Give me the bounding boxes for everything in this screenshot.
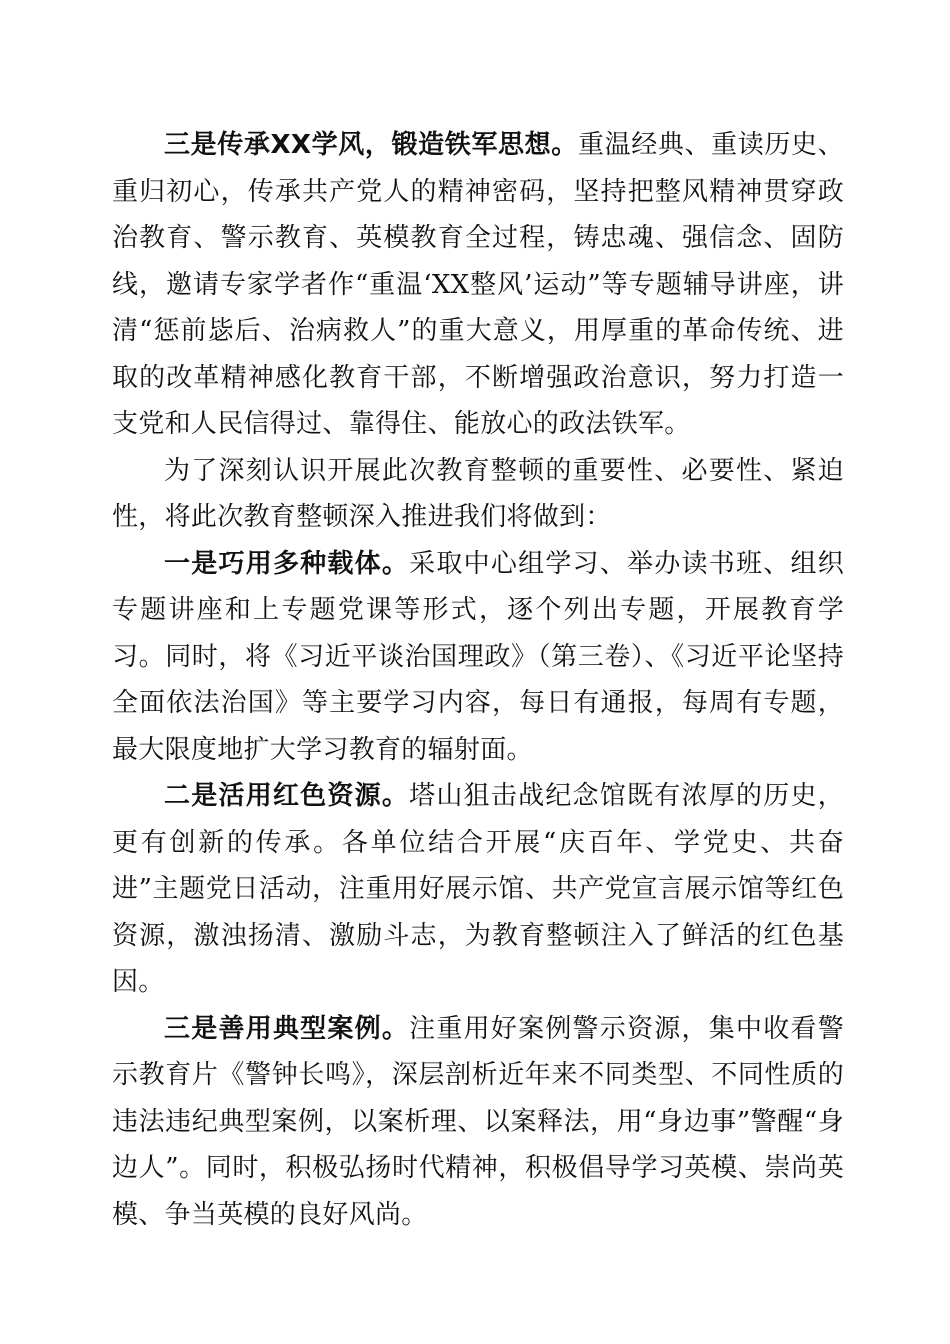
paragraph-lead-heading: 二是活用红色资源。 [164, 781, 410, 811]
paragraph-text: 重温经典、重读历史、重归初心，传承共产党人的精神密码，坚持把整风精神贯穿政治教育、警示教育、英模教育全过程，铸忠魂、强信念、固防线，邀请专家学者作“重温‘XX整风’运动”等专题辅导讲座，讲清“惩前毖后、治病救人”的重大意义，用厚重的革命传统、进取的改革精神感化教育干部，不断增强政治意识，努力打造一支党和人民信得过、靠得住、能放心的政法铁军。 [112, 130, 844, 439]
paragraph-lead-heading: 一是巧用多种载体。 [164, 548, 410, 579]
paragraph-lead-heading: 三是传承XX学风，锻造铁军思想。 [164, 130, 578, 160]
paragraph-red-resources [112, 773, 844, 1006]
paragraph-lead-heading: 三是善用典型案例。 [164, 1013, 410, 1044]
paragraph-carriers [112, 541, 844, 774]
paragraph-text: 注重用好案例警示资源，集中收看警示教育片《警钟长鸣》，深层剖析近年来不同类型、不同性质的违法违纪典型案例，以案析理、以案释法，用“身边事”警醒“身边人”。同时，积极弘扬时代精神，积极倡导学习英模、崇尚英模、争当英模的良好风尚。 [112, 1013, 844, 1230]
paragraph-text: 为了深刻认识开展此次教育整顿的重要性、必要性、紧迫性，将此次教育整顿深入推进我们将做到： [112, 455, 844, 532]
paragraph-inherit-style [112, 122, 844, 448]
paragraph-text: 采取中心组学习、举办读书班、组织专题讲座和上专题党课等形式，逐个列出专题，开展教育学习。同时，将《习近平谈治国理政》（第三卷）、《习近平论坚持全面依法治国》等主要学习内容，每日有通报，每周有专题，最大限度地扩大学习教育的辐射面。 [112, 548, 844, 765]
paragraph-typical-cases [112, 1006, 844, 1239]
paragraph-intro [112, 448, 844, 541]
document-body [112, 122, 844, 1238]
paragraph-text: 塔山狙击战纪念馆既有浓厚的历史，更有创新的传承。各单位结合开展“庆百年、学党史、共奋进”主题党日活动，注重用好展示馆、共产党宣言展示馆等红色资源，激浊扬清、激励斗志，为教育整顿注入了鲜活的红色基因。 [112, 781, 844, 997]
